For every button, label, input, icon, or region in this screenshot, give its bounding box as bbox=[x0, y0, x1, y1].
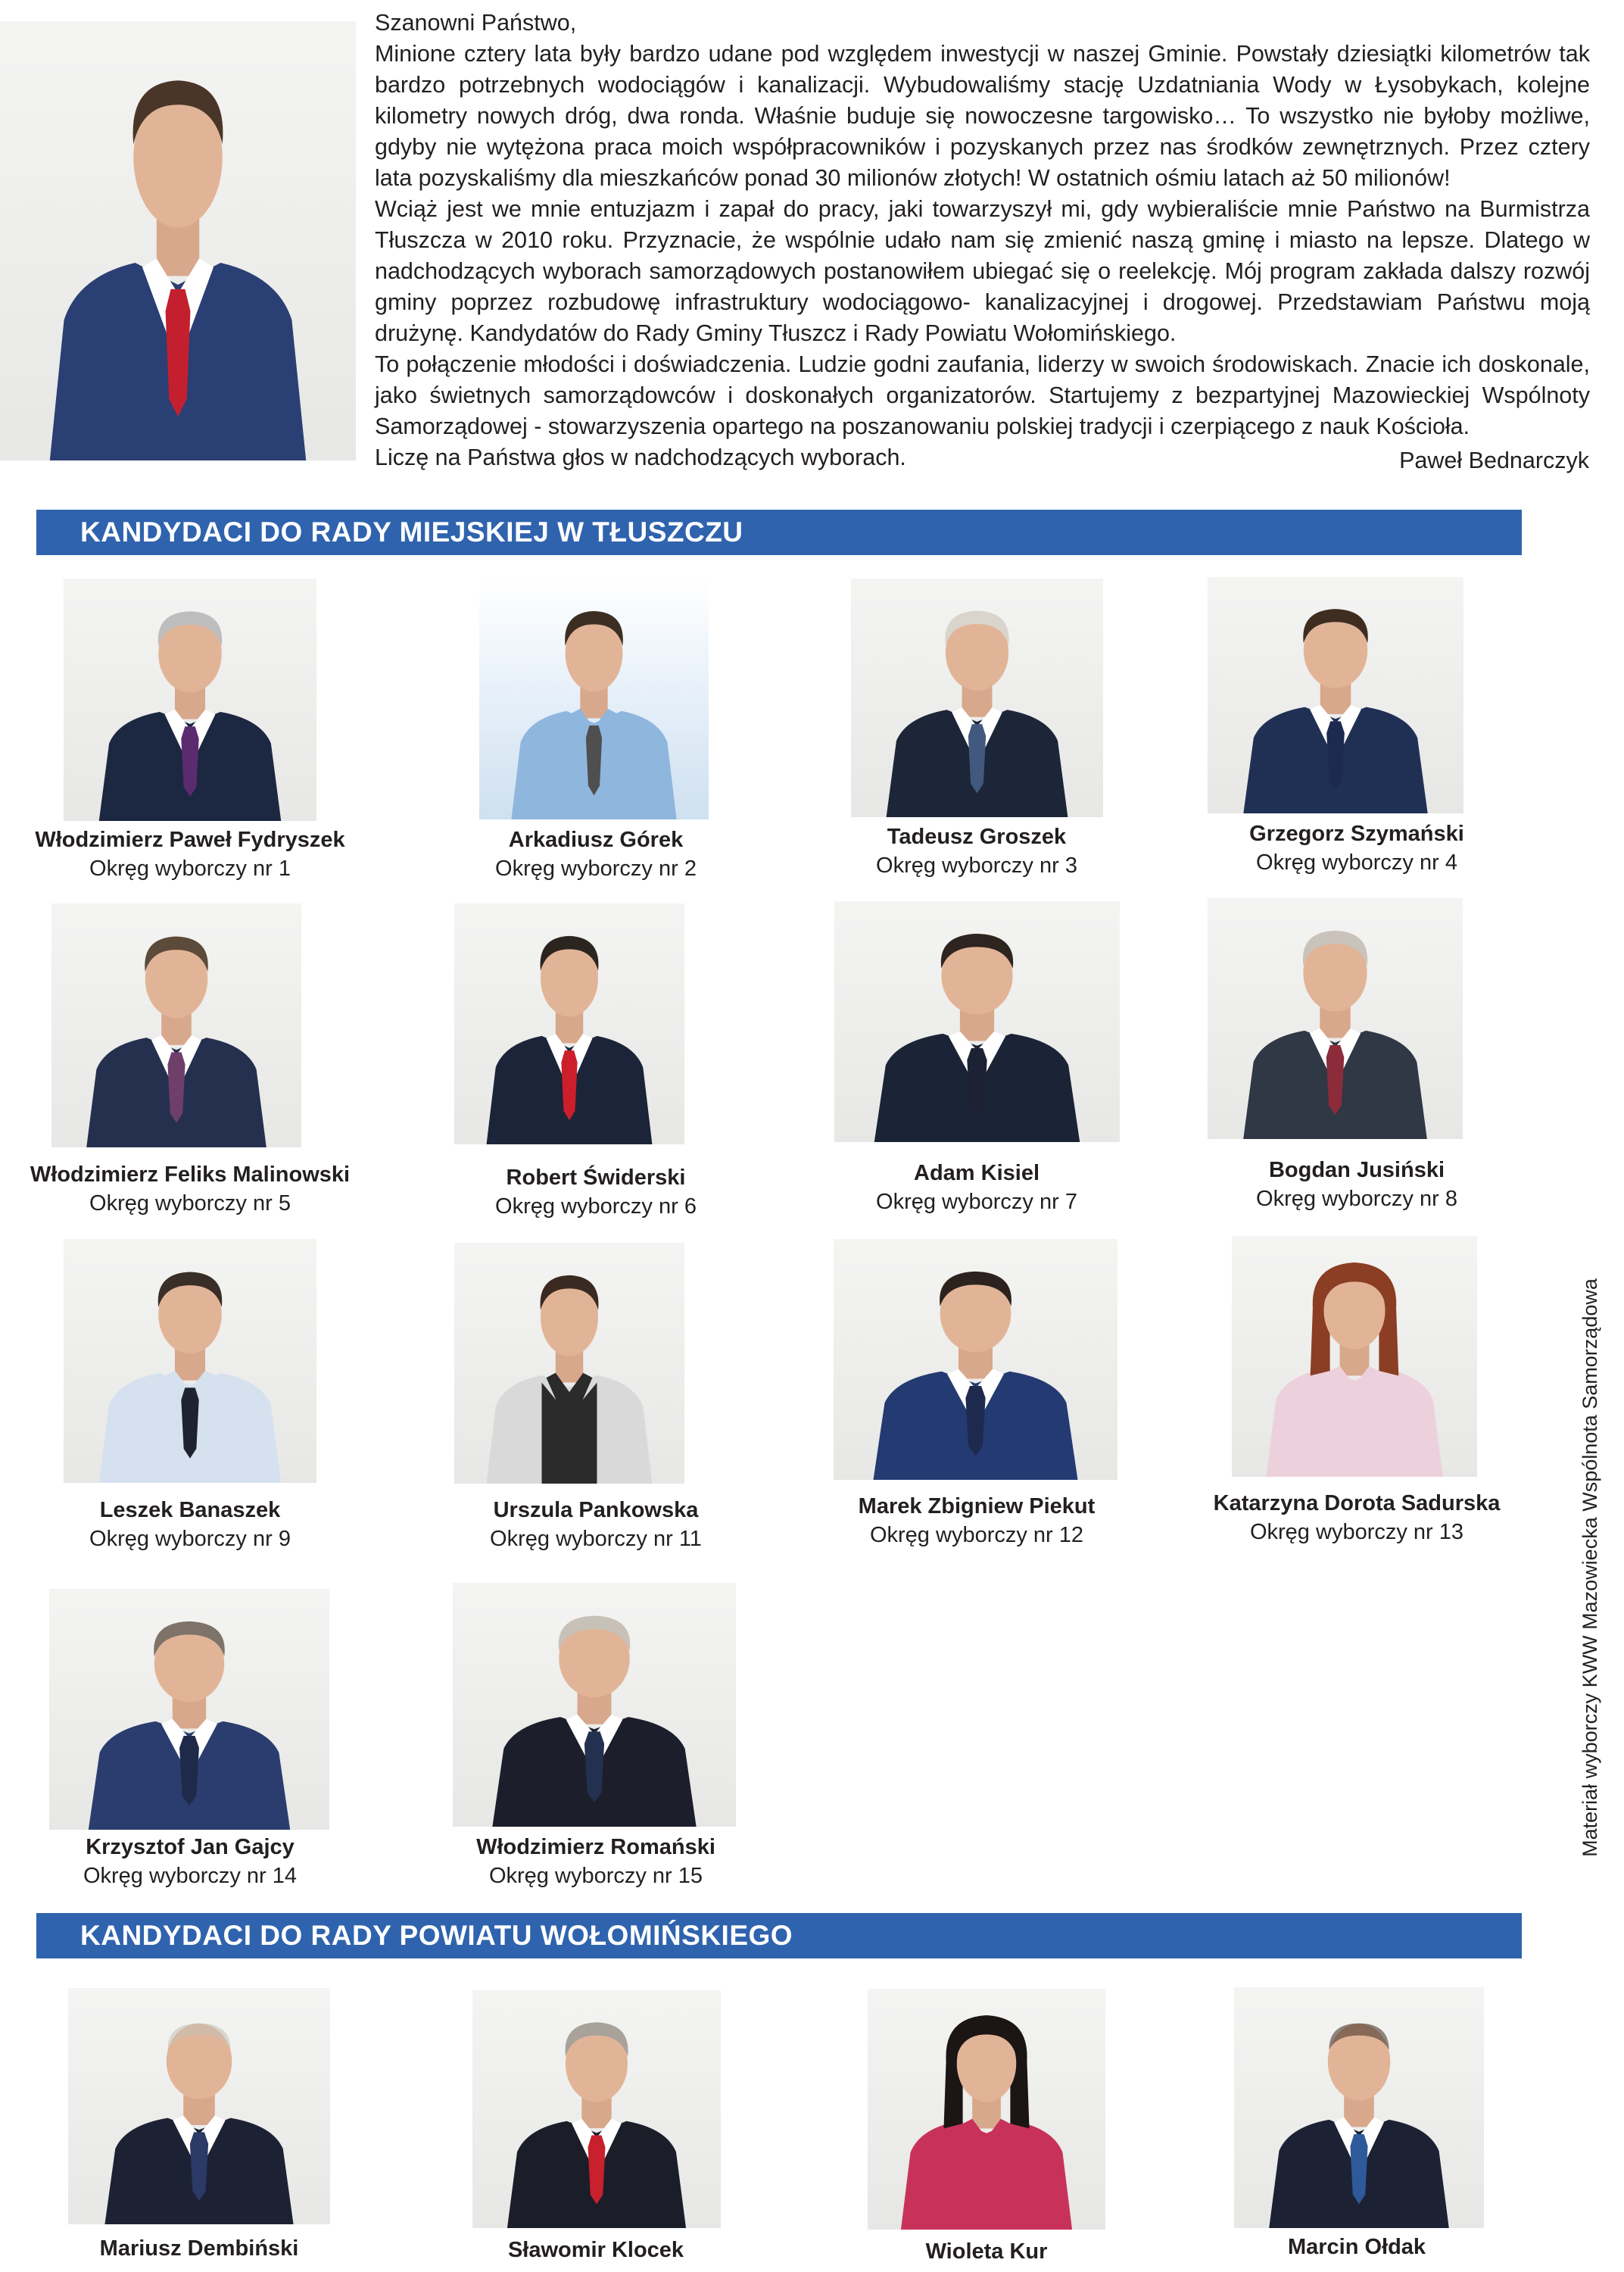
candidate-name: Adam Kisiel bbox=[914, 1161, 1040, 1185]
candidate-caption bbox=[1160, 819, 1554, 877]
candidate-photo bbox=[64, 579, 316, 821]
candidate-district: Okręg wyborczy nr 4 bbox=[1256, 850, 1457, 875]
candidate-photo bbox=[1208, 577, 1463, 813]
candidate-caption bbox=[2, 2234, 396, 2263]
candidate-caption bbox=[780, 1492, 1174, 1550]
candidate-district: Okręg wyborczy nr 8 bbox=[1256, 1187, 1457, 1211]
candidate-caption bbox=[790, 2237, 1183, 2266]
candidate-photo bbox=[1208, 898, 1463, 1139]
candidate-caption bbox=[399, 2236, 793, 2264]
mayor-portrait bbox=[0, 21, 356, 460]
candidate-district: Okręg wyborczy nr 7 bbox=[876, 1190, 1077, 1214]
side-note-vertical: Materiał wyborczy KWW Mazowiecka Wspólnota Samorządowa bbox=[1579, 1278, 1601, 1857]
candidate-district: Okręg wyborczy nr 1 bbox=[89, 857, 291, 881]
person-silhouette bbox=[1269, 2024, 1449, 2228]
candidate-photo bbox=[68, 1988, 330, 2224]
candidate-photo bbox=[472, 1990, 721, 2228]
candidate-name: Włodzimierz Feliks Malinowski bbox=[30, 1163, 351, 1187]
candidate-caption bbox=[0, 1160, 387, 1218]
candidate-district: Okręg wyborczy nr 2 bbox=[495, 857, 697, 881]
candidate-district: Okręg wyborczy nr 5 bbox=[89, 1191, 291, 1216]
person-silhouette bbox=[1243, 931, 1427, 1139]
candidate-district: Okręg wyborczy nr 14 bbox=[83, 1864, 298, 1888]
candidate-caption bbox=[399, 825, 793, 883]
person-silhouette bbox=[492, 1615, 696, 1827]
candidate-name: Leszek Banaszek bbox=[99, 1498, 281, 1522]
intro-greeting: Szanowni Państwo, bbox=[375, 10, 577, 36]
person-silhouette bbox=[487, 936, 653, 1144]
candidate-caption bbox=[399, 1833, 793, 1890]
section-header-city-council: KANDYDACI DO RADY MIEJSKIEJ W TŁUSZCZU bbox=[36, 510, 1522, 555]
intro-letter bbox=[375, 8, 1590, 473]
person-silhouette bbox=[874, 934, 1080, 1142]
candidate-name: Krzysztof Jan Gajcy bbox=[86, 1835, 295, 1859]
candidate-name: Włodzimierz Paweł Fydryszek bbox=[35, 828, 345, 852]
candidate-caption bbox=[399, 1163, 793, 1221]
person-silhouette bbox=[99, 611, 281, 821]
candidate-name: Bogdan Jusiński bbox=[1268, 1158, 1445, 1182]
candidate-photo bbox=[834, 901, 1120, 1142]
candidate-name: Wioleta Kur bbox=[925, 2239, 1048, 2264]
candidate-photo bbox=[479, 579, 709, 819]
intro-paragraph: Minione cztery lata były bardzo udane pod względem inwestycji w naszej Gminie. Powstały dziesiątki kilometrów tak bardzo potrzebnych wodociągów i kanalizacji. Wybudowaliśmy stację Uzdatniania Wody w Łysobykach, kolejne kilometry nowych dróg, dwa ronda. Właśnie buduje się nowoczesne targowisko… To wszystko nie byłoby możliwe, gdyby nie wytężona praca moich współpracowników i pozyskanych przez nas środków zewnętrznych. Przez cztery lata pozyskaliśmy dla mieszkańców ponad 30 milionów złotych! W ostatnich ośmiu latach aż 50 milionów! bbox=[375, 41, 1590, 191]
candidate-name: Tadeusz Groszek bbox=[887, 825, 1067, 849]
candidate-photo bbox=[851, 579, 1103, 817]
section-header-county-council: KANDYDACI DO RADY POWIATU WOŁOMIŃSKIEGO bbox=[36, 1913, 1522, 1958]
person-silhouette bbox=[901, 2015, 1072, 2230]
intro-closing: Liczę na Państwa głos w nadchodzących wyborach. bbox=[375, 445, 906, 470]
candidate-caption bbox=[1160, 1489, 1554, 1546]
candidate-caption bbox=[399, 1496, 793, 1553]
signature: Paweł Bednarczyk bbox=[1399, 448, 1589, 473]
candidate-name: Arkadiusz Górek bbox=[508, 828, 684, 852]
candidate-photo bbox=[453, 1583, 736, 1827]
candidate-name: Sławomir Klocek bbox=[507, 2238, 684, 2262]
person-silhouette bbox=[874, 1272, 1078, 1480]
candidate-district: Okręg wyborczy nr 13 bbox=[1249, 1520, 1464, 1544]
person-silhouette bbox=[1266, 1262, 1442, 1477]
candidate-district: Okręg wyborczy nr 3 bbox=[876, 854, 1077, 878]
person-silhouette bbox=[511, 611, 676, 819]
candidate-name: Marek Zbigniew Piekut bbox=[858, 1494, 1096, 1518]
candidate-name: Grzegorz Szymański bbox=[1249, 822, 1464, 846]
person-silhouette bbox=[104, 2024, 293, 2224]
candidate-photo bbox=[49, 1589, 329, 1830]
candidate-name: Robert Świderski bbox=[506, 1166, 686, 1190]
candidate-caption bbox=[0, 1833, 387, 1890]
candidate-photo bbox=[1232, 1236, 1477, 1477]
intro-paragraph: Wciąż jest we mnie entuzjazm i zapał do pracy, jaki towarzyszył mi, gdy wybieraliście mnie Państwo na Burmistrza Tłuszcza w 2010 roku. Przyznacie, że wspólnie udało nam się zmienić naszą gminę i miasto na lepsze. Dlatego w nadchodzących wyborach samorządowych postanowiłem ubiegać się o reelekcję. Mój program zakłada dalszy rozwój gminy poprzez rozbudowę infrastruktury wodociągowo- kanalizacyjnej i drogowej. Przedstawiam Państwu moją drużynę. Kandydatów do Rady Gminy Tłuszcz i Rady Powiatu Wołomińskiego. bbox=[375, 196, 1590, 346]
person-silhouette bbox=[89, 1621, 290, 1830]
intro-paragraph: To połączenie młodości i doświadczenia. Ludzie godni zaufania, liderzy w swoich środowiskach. Znacie ich doskonale, jako świetnych samorządowców i doskonałych organizatorów. Startujemy z bezpartyjnej Mazowieckiej Wspólnoty Samorządowej - stowarzyszenia opartego na poszanowaniu polskiej tradycji i czerpiącego z nauk Kościoła. bbox=[375, 351, 1590, 439]
candidate-caption bbox=[0, 825, 387, 883]
candidate-district: Okręg wyborczy nr 11 bbox=[490, 1527, 702, 1551]
person-silhouette bbox=[507, 2022, 686, 2228]
candidate-name: Marcin Ołdak bbox=[1287, 2235, 1426, 2259]
candidate-caption bbox=[1160, 1156, 1554, 1213]
candidate-name: Urszula Pankowska bbox=[493, 1498, 699, 1522]
person-silhouette bbox=[50, 80, 306, 460]
candidate-name: Włodzimierz Romański bbox=[476, 1835, 715, 1859]
candidate-photo bbox=[454, 903, 684, 1144]
candidate-photo bbox=[51, 903, 301, 1147]
candidate-caption bbox=[780, 822, 1174, 880]
candidate-name: Katarzyna Dorota Sadurska bbox=[1213, 1491, 1501, 1515]
person-silhouette bbox=[487, 1275, 653, 1484]
candidate-photo bbox=[868, 1989, 1105, 2230]
candidate-photo bbox=[454, 1243, 684, 1484]
candidate-district: Okręg wyborczy nr 15 bbox=[488, 1864, 703, 1888]
candidate-name: Mariusz Dembiński bbox=[99, 2236, 299, 2261]
candidate-caption bbox=[1160, 2233, 1554, 2261]
candidate-caption bbox=[0, 1496, 387, 1553]
person-silhouette bbox=[99, 1272, 281, 1483]
candidate-district: Okręg wyborczy nr 6 bbox=[495, 1194, 697, 1219]
candidate-photo bbox=[64, 1239, 316, 1483]
person-silhouette bbox=[1243, 609, 1427, 813]
candidate-photo bbox=[834, 1239, 1117, 1480]
candidate-caption bbox=[780, 1159, 1174, 1216]
person-silhouette bbox=[887, 611, 1068, 817]
person-silhouette bbox=[86, 936, 267, 1147]
candidate-district: Okręg wyborczy nr 9 bbox=[89, 1527, 291, 1551]
candidate-district: Okręg wyborczy nr 12 bbox=[869, 1523, 1084, 1547]
candidate-photo bbox=[1234, 1987, 1484, 2228]
